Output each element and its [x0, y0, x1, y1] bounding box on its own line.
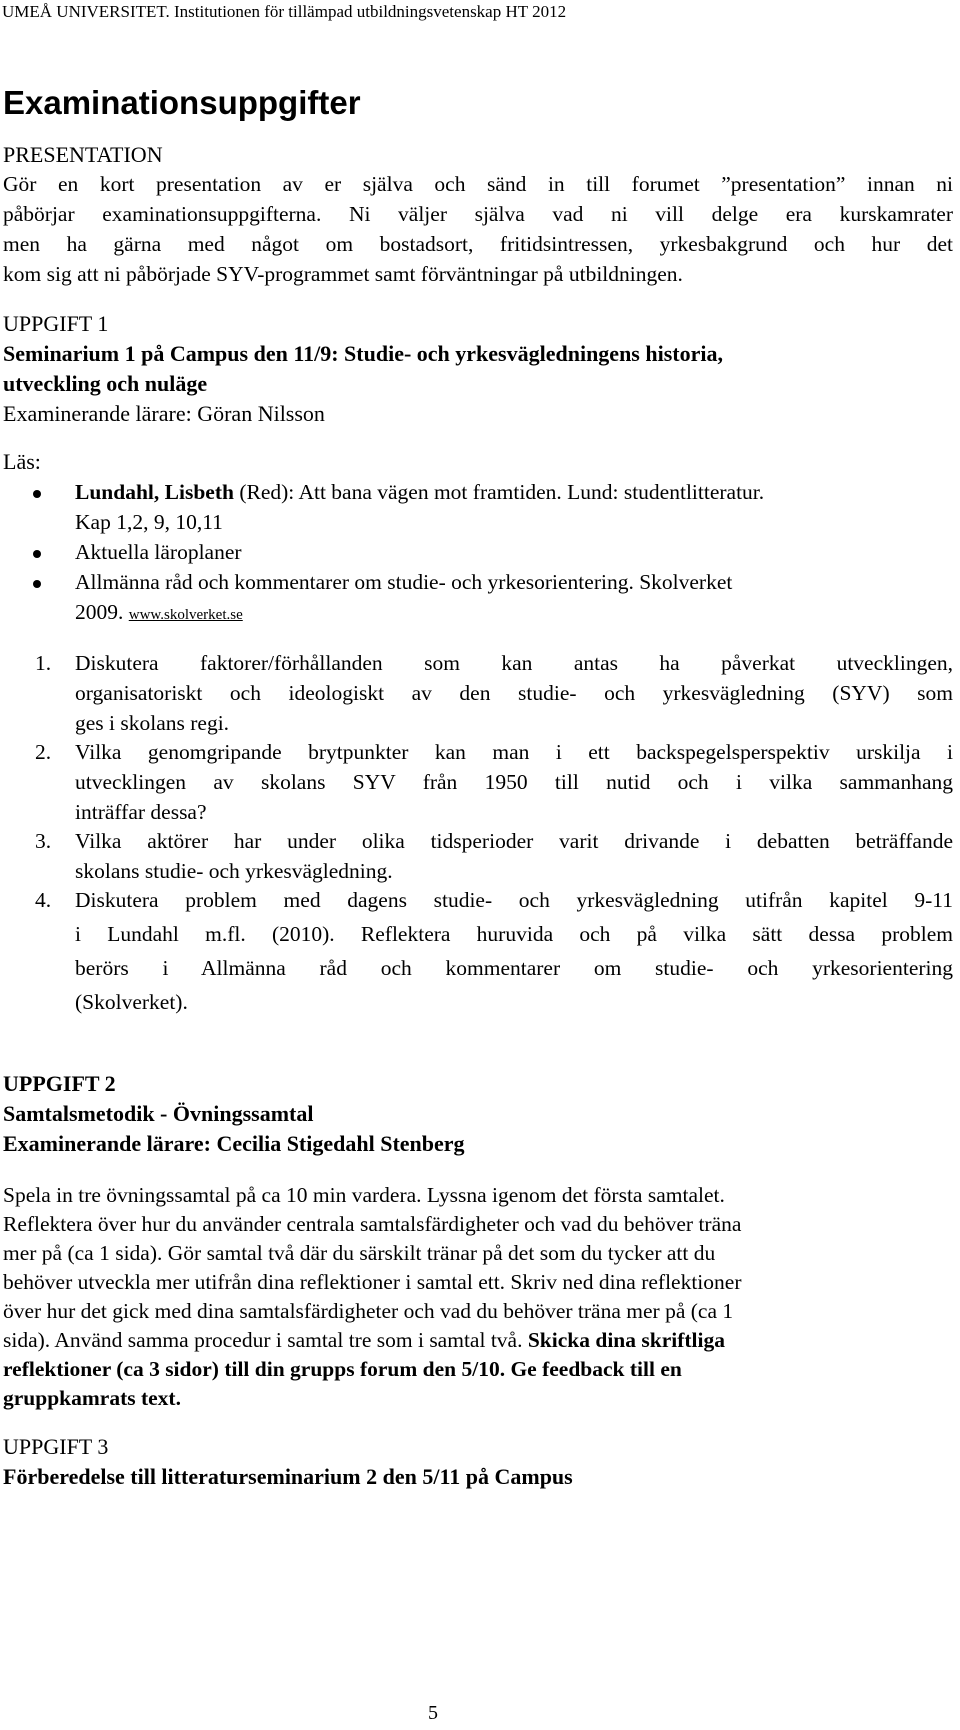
- presentation-heading: PRESENTATION: [3, 142, 163, 167]
- question-number: 3.: [35, 829, 52, 853]
- skolverket-link[interactable]: www.skolverket.se: [128, 607, 243, 623]
- question-text: (Skolverket).: [75, 990, 188, 1014]
- reading-item-year: [75, 600, 243, 625]
- reading-item-chapters: Kap 1,2, 9, 10,11: [75, 510, 223, 534]
- question-number: 2.: [35, 740, 52, 764]
- uppgift2-line: Spela in tre övningssamtal på ca 10 min vardera. Lyssna igenom det första samtalet.: [3, 1183, 725, 1207]
- uppgift3-heading: UPPGIFT 3: [3, 1434, 109, 1459]
- bullet-icon: [33, 550, 41, 558]
- uppgift2-subtitle: Samtalsmetodik - Övningssamtal: [3, 1101, 314, 1126]
- uppgift2-line: behöver utveckla mer utifrån dina reflektioner i samtal ett. Skriv ned dina reflektioner: [3, 1270, 742, 1294]
- uppgift1-examiner: Examinerande lärare: Göran Nilsson: [3, 401, 325, 426]
- question-text: ges i skolans regi.: [75, 711, 230, 735]
- uppgift2-examiner: Examinerande lärare: Cecilia Stigedahl Stenberg: [3, 1131, 465, 1156]
- uppgift2-text: sida). Använd samma procedur i samtal tre som i samtal två.: [3, 1328, 528, 1352]
- reading-item: Allmänna råd och kommentarer om studie- och yrkesorientering. Skolverket: [75, 570, 733, 594]
- question-number: 1.: [35, 651, 52, 675]
- reading-item: Aktuella läroplaner: [75, 540, 242, 564]
- question-text: Diskutera problem med dagens studie- och yrkesvägledning utifrån kapitel 9-11: [75, 888, 953, 912]
- question-text: i Lundahl m.fl. (2010). Reflektera huruvida och på vilka sätt dessa problem: [75, 922, 953, 946]
- uppgift2-emphasis: reflektioner (ca 3 sidor) till din grupps forum den 5/10. Ge feedback till en: [3, 1357, 682, 1381]
- question-number: 4.: [35, 888, 52, 912]
- uppgift2-line: över hur det gick med dina samtalsfärdigheter och vad du behöver träna mer på (ca 1: [3, 1299, 734, 1323]
- uppgift1-heading: UPPGIFT 1: [3, 311, 109, 336]
- question-text: utvecklingen av skolans SYV från 1950 till nutid och i vilka sammanhang: [75, 770, 953, 794]
- question-text: Diskutera faktorer/förhållanden som kan antas ha påverkat utvecklingen,: [75, 651, 953, 675]
- question-text: organisatoriskt och ideologiskt av den studie- och yrkesvägledning (SYV) som: [75, 681, 953, 705]
- reading-author: Lundahl, Lisbeth: [75, 480, 234, 504]
- presentation-line: påbörjar examinationsuppgifterna. Ni väljer själva vad ni vill delge era kurskamrater: [3, 202, 953, 226]
- page-number: 5: [428, 1702, 438, 1724]
- uppgift1-seminar-title: utveckling och nuläge: [3, 371, 208, 396]
- bullet-icon: [33, 580, 41, 588]
- question-text: Vilka genomgripande brytpunkter kan man i ett backspegelsperspektiv urskilja i: [75, 740, 953, 764]
- document-header: UMEÅ UNIVERSITET. Institutionen för tillämpad utbildningsvetenskap HT 2012: [2, 2, 567, 21]
- uppgift2-emphasis: Skicka dina skriftliga: [527, 1328, 725, 1352]
- presentation-line: Gör en kort presentation av er själva och sänd in till forumet ”presentation” innan ni: [3, 172, 953, 196]
- uppgift1-seminar-title: Seminarium 1 på Campus den 11/9: Studie- och yrkesvägledningens historia,: [3, 341, 723, 366]
- uppgift3-subtitle: Förberedelse till litteraturseminarium 2 den 5/11 på Campus: [3, 1464, 573, 1489]
- reading-text: (Red): Att bana vägen mot framtiden. Lund: studentlitteratur.: [233, 480, 765, 504]
- uppgift2-line: Reflektera över hur du använder centrala samtalsfärdigheter och vad du behöver träna: [3, 1212, 742, 1236]
- question-text: berörs i Allmänna råd och kommentarer om studie- och yrkesorientering: [75, 956, 953, 980]
- question-text: skolans studie- och yrkesvägledning.: [75, 859, 393, 883]
- uppgift2-heading: UPPGIFT 2: [3, 1071, 116, 1096]
- question-text: inträffar dessa?: [75, 800, 207, 824]
- uppgift2-line: mer på (ca 1 sida). Gör samtal två där du särskilt tränar på det som du tycker att du: [3, 1241, 716, 1265]
- bullet-icon: [33, 490, 41, 498]
- presentation-line: kom sig att ni påbörjade SYV-programmet samt förväntningar på utbildningen.: [3, 262, 683, 286]
- page-title: Examinationsuppgifter: [3, 84, 361, 121]
- reading-item: [75, 480, 764, 505]
- presentation-line: men ha gärna med något om bostadsort, fritidsintressen, yrkesbakgrund och hur det: [3, 232, 953, 256]
- uppgift2-emphasis: gruppkamrats text.: [3, 1386, 181, 1410]
- uppgift2-line: [3, 1328, 725, 1353]
- reading-label: Läs:: [3, 449, 41, 474]
- reading-year: 2009.: [75, 600, 129, 624]
- question-text: Vilka aktörer har under olika tidsperioder varit drivande i debatten beträffande: [75, 829, 953, 853]
